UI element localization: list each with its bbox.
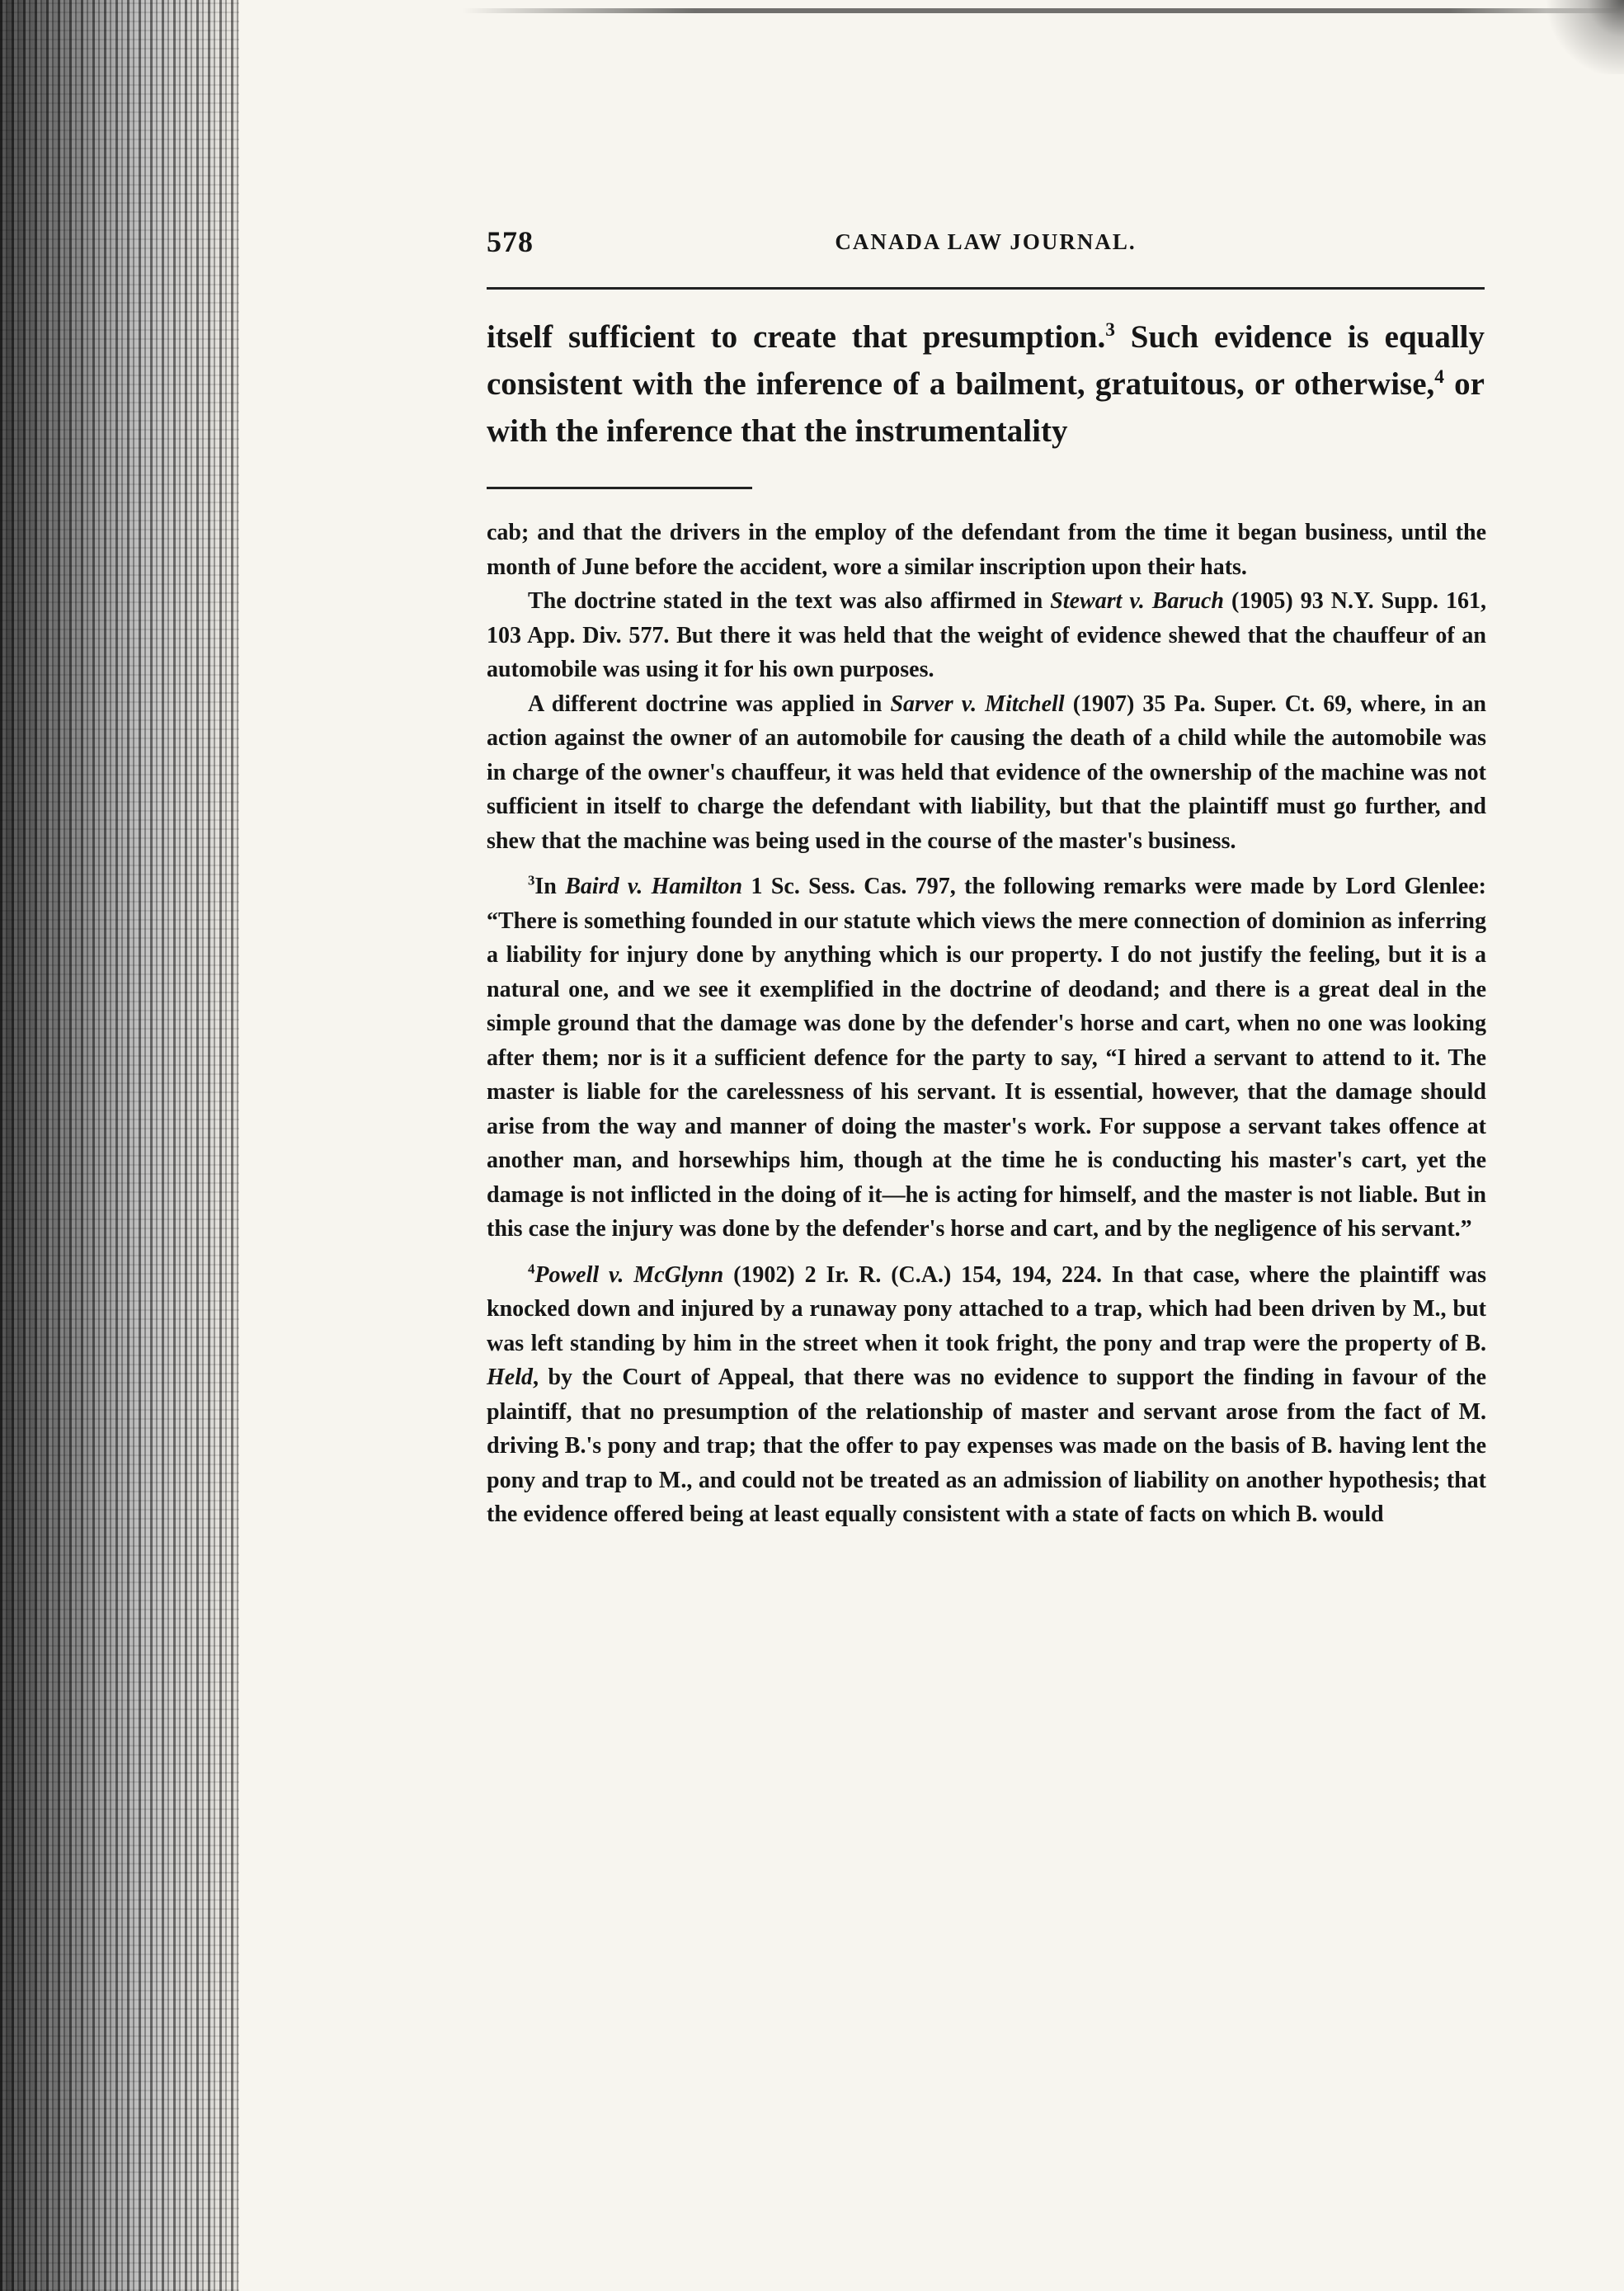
footnote-text: A different doctrine was applied in xyxy=(528,691,891,717)
footnote-text: (1902) 2 Ir. R. (C.A.) 154, 194, 224. In that case, where the plaintiff was knocked down and injured by a runaway pony attached to a trap, which had been driven by M., but was left standing by him in the street when it took fright, the pony and trap were the property of B. xyxy=(487,1261,1486,1356)
body-lead: itself sufficient to create that presumption. xyxy=(487,319,1106,355)
running-title: CANADA LAW JOURNAL. xyxy=(835,229,1137,254)
footnote-paragraph-stewart xyxy=(487,584,1486,687)
footnote-3 xyxy=(487,870,1486,1247)
case-name: Sarver v. Mitchell xyxy=(890,691,1065,717)
footnote-continuation xyxy=(487,516,1486,584)
footnotes xyxy=(487,516,1486,1532)
held-word: Held xyxy=(487,1365,533,1390)
header-rule xyxy=(487,287,1485,290)
page-number: 578 xyxy=(487,225,534,258)
footnote-text: 1 Sc. Sess. Cas. 797, the following remarks were made by Lord Glenlee: “There is something founded in our statute which views the mere connection of dominion as inferring a liability for injury done by anything which is our property. I do not justify the feeling, but it is a natural one, and we see it exemplified in the doctrine of deodand; and there is a great deal in the simple ground that the damage was done by the defender's horse and cart, when no one was looking after them; nor is it a sufficient defence for the party to say, “I hired a servant to attend to it. The master is liable for the carelessness of his servant. It is essential, however, that the damage should arise from the way and manner of doing the master's work. For suppose a servant takes offence at another man, and horsewhips him, though at the time he is conducting his master's cart, yet the damage is not inflicted in the doing of it—he is acting for himself, and the master is not liable. But in this case the injury was done by the defender's horse and cart, and by the negligence of his servant.” xyxy=(487,874,1486,1242)
footnote-text: , by the Court of Appeal, that there was no evidence to support the finding in favour of the plaintiff, that no presumption of the relationship of master and servant arose from the fact of M. driving B.'s pony and trap; that the offer to pay expenses was made on the basis of B. having lent the pony and trap to M., and could not be treated as an admission of liability on another hypothesis; that the evidence offered being at least equally consistent with a state of facts on which B. would xyxy=(487,1365,1486,1527)
case-name: Stewart v. Baruch xyxy=(1050,588,1224,614)
case-name: Baird v. Hamilton xyxy=(565,874,743,899)
footnote-text: (1907) 35 Pa. Super. Ct. 69, where, in an action against the owner of an automobile for causing the death of a child while the automobile was in charge of the owner's chauffeur, it was held that evidence of the ownership of the machine was not sufficient in itself to charge the defendant with liability, but that the plaintiff must go further, and shew that the machine was being used in the course of the master's business. xyxy=(487,691,1486,854)
footnote-rule xyxy=(487,487,752,489)
footnote-text: (1905) 93 N.Y. Supp. 161, 103 App. Div. 577. But there it was held that the weight of evidence shewed that the chauffeur of an automobile was using it for his own purposes. xyxy=(487,588,1486,682)
footnote-continuation-text: cab; and that the drivers in the employ of the defendant from the time it began business, until the month of June before the accident, wore a similar inscription upon their hats. xyxy=(487,520,1486,580)
case-name: Powell v. McGlynn xyxy=(534,1261,724,1288)
footnote-paragraph-sarver xyxy=(487,687,1486,859)
page-header xyxy=(487,224,1485,274)
gutter-texture xyxy=(0,0,239,2291)
footnote-text: In xyxy=(534,874,566,899)
top-page-edge xyxy=(462,8,1624,13)
body-tail: or with the inference that the instrumentality xyxy=(487,366,1485,449)
body-mid: Such evidence is equally consistent with the inference of a bailment, gratuitous, or otherwise, xyxy=(487,319,1485,402)
body-text xyxy=(487,313,1485,455)
footnote-ref-3: 3 xyxy=(1105,319,1115,341)
footnote-ref-4: 4 xyxy=(1434,366,1444,388)
footnote-4 xyxy=(487,1258,1486,1532)
footnote-text: The doctrine stated in the text was also affirmed in xyxy=(528,588,1051,614)
footnote-mark: 3 xyxy=(528,872,535,889)
footnote-mark: 4 xyxy=(528,1261,535,1277)
